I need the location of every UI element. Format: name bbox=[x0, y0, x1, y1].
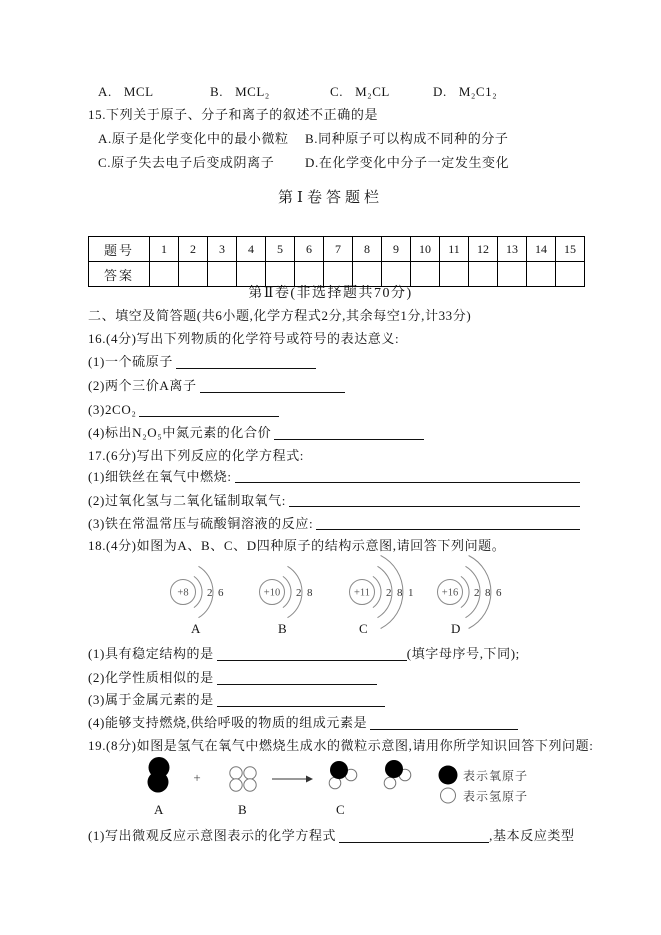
hydrogen-atom bbox=[230, 779, 242, 791]
electron-count: 2 bbox=[386, 587, 392, 599]
q16-item-3 bbox=[88, 402, 279, 418]
q16-item-1-text: (1)一个硫原子 bbox=[88, 354, 173, 369]
q19-stem: 19.(8分)如图是氢气在氧气中燃烧生成水的微粒示意图,请用你所学知识回答下列问题: bbox=[88, 738, 594, 753]
chem-formula: M₂C1₂ bbox=[458, 84, 498, 99]
chem-formula: MCL bbox=[123, 84, 154, 99]
answer-cell bbox=[353, 262, 382, 287]
option-letter: A. bbox=[98, 84, 112, 99]
q14-option-b bbox=[210, 84, 270, 100]
part1-title: 第Ⅰ卷答题栏 bbox=[278, 190, 383, 206]
q18-item-2 bbox=[88, 670, 377, 686]
blank-line bbox=[289, 493, 580, 507]
option-letter: B. bbox=[210, 84, 224, 99]
q16-item-4 bbox=[88, 425, 424, 441]
q18-item-1 bbox=[88, 646, 520, 662]
blank-line bbox=[139, 402, 279, 417]
legend-hydrogen-symbol bbox=[441, 788, 456, 803]
blank-line bbox=[316, 516, 580, 530]
answer-cell bbox=[295, 262, 324, 287]
answer-table-number-row bbox=[89, 237, 585, 262]
q18-stem: 18.(4分)如图为A、B、C、D四种原子的结构示意图,请回答下列问题。 bbox=[88, 538, 506, 553]
section-heading: 二、填空及简答题(共6小题,化学方程式2分,其余每空1分,计33分) bbox=[88, 308, 472, 323]
q17-stem: 17.(6分)写出下列反应的化学方程式: bbox=[88, 448, 305, 463]
blank-line bbox=[217, 646, 407, 661]
answer-cell bbox=[498, 262, 527, 287]
q16-item-4-text: (4)标出N₂O₅中氮元素的化合价 bbox=[88, 425, 272, 440]
q15-option-d: D.在化学变化中分子一定发生变化 bbox=[305, 155, 510, 170]
q17-item-3 bbox=[88, 516, 580, 532]
atom-structure-D bbox=[430, 552, 545, 632]
question-number-cell: 13 bbox=[498, 237, 527, 262]
blank-line bbox=[217, 670, 377, 685]
part2-title: 第Ⅱ卷(非选择题共70分) bbox=[248, 286, 413, 301]
question-number-cell: 12 bbox=[469, 237, 498, 262]
answer-table bbox=[88, 236, 585, 287]
question-number-cell: 3 bbox=[208, 237, 237, 262]
question-number-cell: 2 bbox=[179, 237, 208, 262]
hydrogen-atom bbox=[244, 779, 256, 791]
q18-item-2-text: (2)化学性质相似的是 bbox=[88, 670, 214, 685]
question-number-cell: 11 bbox=[440, 237, 469, 262]
q16-item-2 bbox=[88, 378, 345, 394]
answer-cell bbox=[527, 262, 556, 287]
blank-line bbox=[370, 715, 518, 730]
q17-item-1-text: (1)细铁丝在氧气中燃烧: bbox=[88, 469, 232, 484]
legend-oxygen-text: 表示氧原子 bbox=[463, 769, 529, 783]
q17-item-1 bbox=[88, 469, 580, 485]
answer-cell bbox=[324, 262, 353, 287]
nucleus-charge: +10 bbox=[263, 587, 281, 599]
question-number-cell: 6 bbox=[295, 237, 324, 262]
atom-label-b: B bbox=[278, 621, 287, 636]
nucleus-charge: +8 bbox=[177, 587, 189, 599]
q17-item-3-text: (3)铁在常温常压与硫酸铜溶液的反应: bbox=[88, 516, 314, 531]
q14-option-d bbox=[433, 84, 497, 100]
question-number-cell: 7 bbox=[324, 237, 353, 262]
electron-count: 2 bbox=[207, 587, 213, 599]
answer-cell bbox=[469, 262, 498, 287]
molecule-label-c: C bbox=[336, 802, 345, 817]
electron-count: 8 bbox=[397, 587, 403, 599]
q18-item-3 bbox=[88, 692, 385, 708]
answer-cell bbox=[179, 262, 208, 287]
oxygen-atom bbox=[148, 772, 169, 793]
blank-line bbox=[235, 469, 580, 483]
q17-item-2-text: (2)过氧化氢与二氧化锰制取氧气: bbox=[88, 493, 286, 508]
question-number-cell: 10 bbox=[411, 237, 440, 262]
q18-item-1-note: (填字母序号,下同); bbox=[406, 646, 520, 661]
nucleus-charge: +11 bbox=[353, 587, 371, 599]
q18-item-3-text: (3)属于金属元素的是 bbox=[88, 692, 214, 707]
hydrogen-atom bbox=[230, 767, 242, 779]
nucleus-charge: +16 bbox=[441, 587, 459, 599]
question-number-cell: 8 bbox=[353, 237, 382, 262]
oxygen-atom bbox=[330, 761, 348, 779]
electron-count: 2 bbox=[474, 587, 480, 599]
answer-table-row-header: 答案 bbox=[89, 262, 150, 287]
q15-option-a: A.原子是化学变化中的最小微粒 bbox=[98, 131, 289, 146]
q16-item-1 bbox=[88, 354, 316, 370]
electron-count: 6 bbox=[218, 587, 224, 599]
question-number-cell: 15 bbox=[556, 237, 585, 262]
question-number-cell: 1 bbox=[150, 237, 179, 262]
q17-item-2 bbox=[88, 493, 580, 509]
q19-item-1 bbox=[88, 828, 575, 844]
atom-label-a: A bbox=[191, 621, 201, 636]
answer-cell bbox=[556, 262, 585, 287]
electron-count: 2 bbox=[296, 587, 302, 599]
answer-cell bbox=[266, 262, 295, 287]
q18-item-1-text: (1)具有稳定结构的是 bbox=[88, 646, 214, 661]
molecule-label-a: A bbox=[154, 802, 164, 817]
hydrogen-atom bbox=[384, 777, 396, 789]
q15-options-row2 bbox=[98, 155, 509, 171]
q18-item-4-text: (4)能够支持燃烧,供给呼吸的物质的组成元素是 bbox=[88, 715, 368, 730]
q15-option-c: C.原子失去电子后变成阴离子 bbox=[98, 155, 275, 170]
electron-count: 8 bbox=[307, 587, 313, 599]
answer-cell bbox=[411, 262, 440, 287]
legend-oxygen-symbol bbox=[439, 766, 458, 785]
answer-table-col-header: 题号 bbox=[89, 237, 150, 262]
answer-cell bbox=[208, 262, 237, 287]
blank-line bbox=[274, 425, 424, 440]
answer-table-answer-row bbox=[89, 262, 585, 287]
answer-cell bbox=[440, 262, 469, 287]
reaction-arrow-head bbox=[306, 776, 313, 783]
atom-label-d: D bbox=[451, 621, 461, 636]
q15-options-row1 bbox=[98, 131, 509, 147]
electron-count: 8 bbox=[485, 587, 491, 599]
question-number-cell: 14 bbox=[527, 237, 556, 262]
option-letter: C. bbox=[330, 84, 344, 99]
hydrogen-atom bbox=[244, 767, 256, 779]
electron-count: 6 bbox=[496, 587, 502, 599]
molecule-label-b: B bbox=[238, 802, 247, 817]
q15-stem: 15.下列关于原子、分子和离子的叙述不正确的是 bbox=[88, 107, 379, 122]
chem-formula: M₂CL bbox=[355, 84, 390, 99]
blank-line bbox=[200, 378, 345, 393]
q18-item-4 bbox=[88, 715, 518, 731]
question-number-cell: 4 bbox=[237, 237, 266, 262]
answer-cell bbox=[382, 262, 411, 287]
blank-line bbox=[176, 354, 316, 369]
q16-item-2-text: (2)两个三价A离子 bbox=[88, 378, 197, 393]
q14-option-a bbox=[98, 84, 154, 100]
plus-sign: + bbox=[193, 770, 201, 785]
answer-cell bbox=[237, 262, 266, 287]
q19-item-1-tail: ,基本反应类型 bbox=[489, 828, 575, 843]
option-letter: D. bbox=[433, 84, 447, 99]
atom-label-c: C bbox=[359, 621, 368, 636]
question-number-cell: 5 bbox=[266, 237, 295, 262]
electron-count: 1 bbox=[408, 587, 414, 599]
q14-option-c bbox=[330, 84, 390, 100]
answer-cell bbox=[150, 262, 179, 287]
question-number-cell: 9 bbox=[382, 237, 411, 262]
q15-option-b: B.同种原子可以构成不同种的分子 bbox=[305, 131, 509, 146]
q19-item-1-text: (1)写出微观反应示意图表示的化学方程式 bbox=[88, 828, 337, 843]
q16-stem: 16.(4分)写出下列物质的化学符号或符号的表达意义: bbox=[88, 331, 400, 346]
q16-item-3-text: (3)2CO₂ bbox=[88, 402, 137, 417]
oxygen-atom bbox=[385, 760, 403, 778]
legend-hydrogen-text: 表示氢原子 bbox=[463, 789, 529, 804]
blank-line bbox=[339, 828, 489, 843]
chem-formula: MCL₂ bbox=[235, 84, 270, 99]
blank-line bbox=[217, 692, 385, 707]
